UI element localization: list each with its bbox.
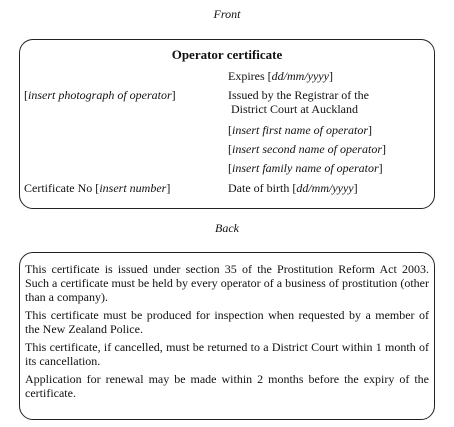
family-name-field: [insert family name of operator] [228, 161, 383, 175]
second-name-field: [insert second name of operator] [228, 142, 386, 156]
back-paragraph-cancellation: This certificate, if cancelled, must be returned to a District Court within 1 month of its cancellation. [25, 340, 429, 368]
back-paragraph-inspection: This certificate must be produced for inspection when requested by a member of the New Zealand Police. [25, 308, 429, 336]
back-of-certificate [19, 252, 435, 420]
first-name-field: [insert first name of operator] [228, 123, 373, 137]
certificate-number-field: Certificate No [insert number] [24, 181, 171, 195]
certificate-title: Operator certificate [171, 47, 283, 62]
date-of-birth-field: Date of birth [dd/mm/yyyy] [228, 181, 358, 195]
issued-by-line-1: Issued by the Registrar of the [228, 88, 369, 102]
expires-field: Expires [dd/mm/yyyy] [228, 69, 333, 83]
back-paragraph-issued-under: This certificate is issued under section 35 of the Prostitution Reform Act 2003. Such a certificate must be held by every operator of a business of prostitution (other than a company). [25, 262, 429, 304]
back-paragraph-renewal: Application for renewal may be made within 2 months before the expiry of the certificate. [25, 372, 429, 400]
back-text-block [25, 262, 429, 404]
front-caption: Front [213, 7, 241, 21]
issued-by-line-2: District Court at Auckland [231, 102, 358, 116]
photograph-placeholder: [insert photograph of operator] [24, 88, 176, 102]
front-of-certificate [19, 39, 435, 209]
back-caption: Back [215, 221, 239, 235]
